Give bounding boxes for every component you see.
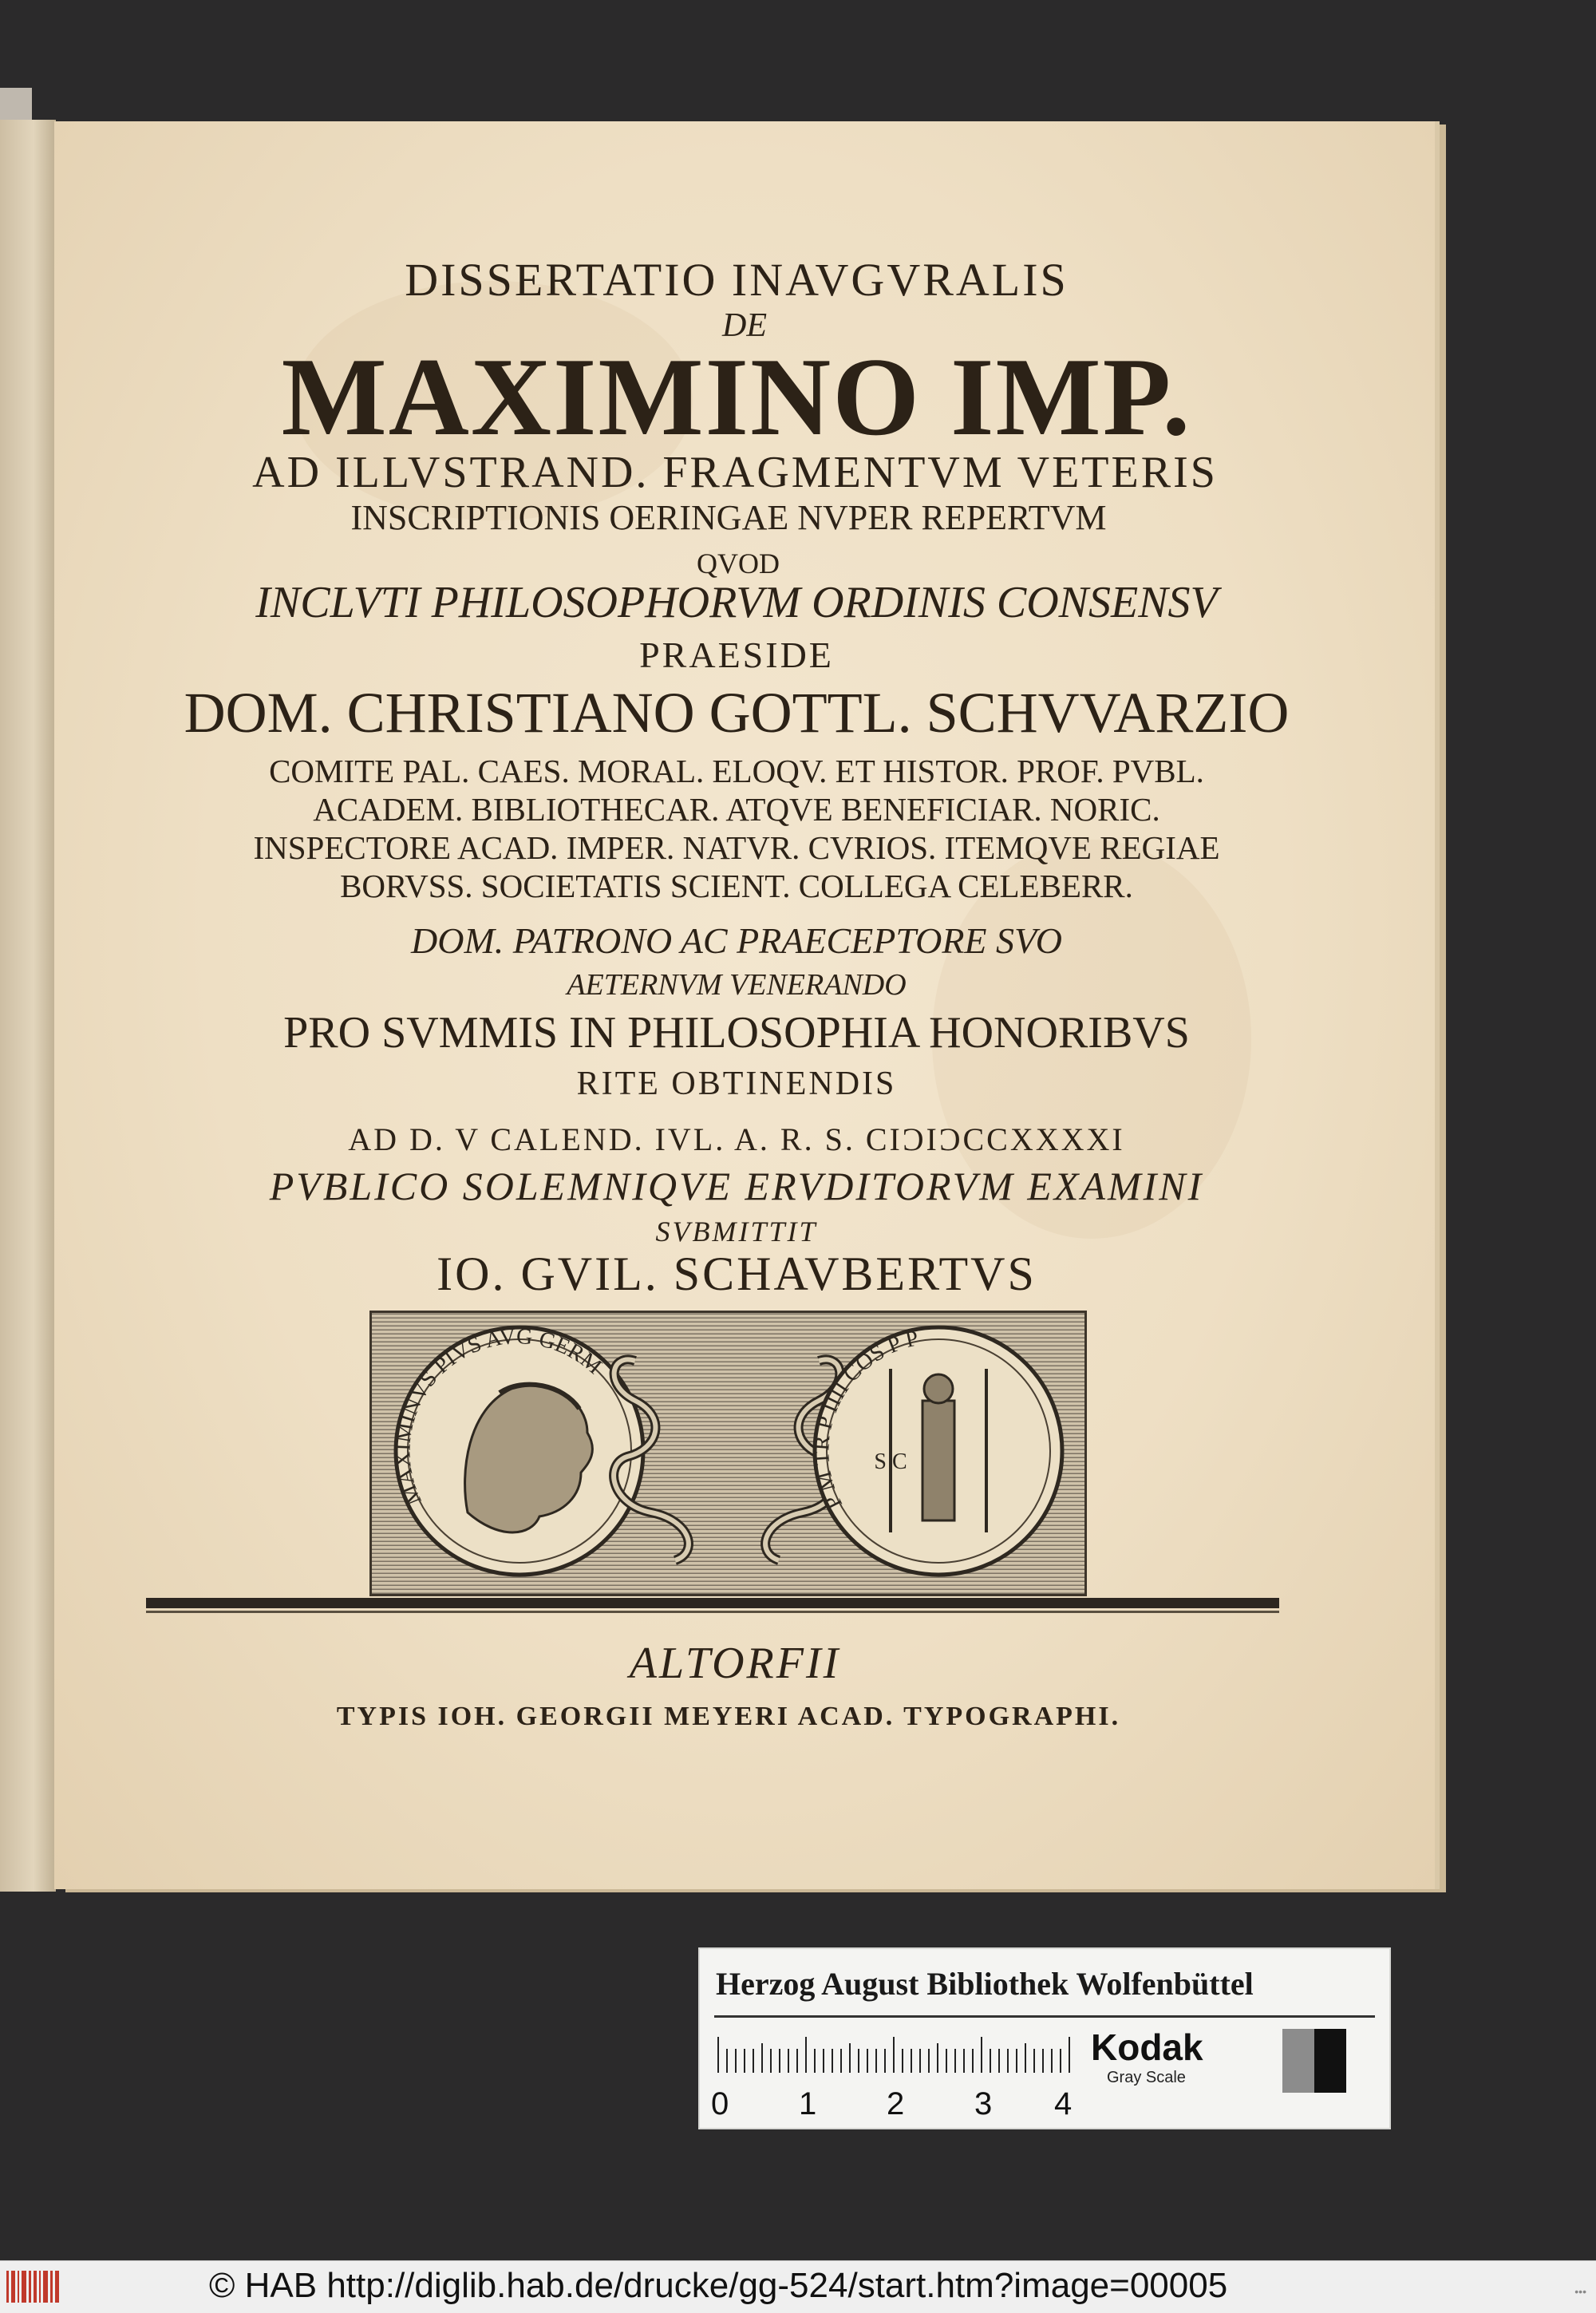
purpose-line-2: RITE OBTINENDIS <box>576 1066 897 1102</box>
hab-logo-icon <box>3 2266 65 2307</box>
title-line-inscriptionis: INSCRIPTIONIS OERINGAE NVPER REPERTVM <box>350 498 1107 537</box>
praeses-title-4: BORVSS. SOCIETATIS SCIENT. COLLEGA CELEBERR. <box>340 868 1133 904</box>
ruler-mark: 2 <box>887 2086 905 2121</box>
reverse-legend: P M TR P IIII COS P P <box>809 1326 921 1513</box>
author-name: IO. GVIL. SCHAVBERTVS <box>437 1247 1037 1300</box>
reverse-field-sc: S C <box>874 1449 907 1474</box>
kodak-logo: Kodak <box>1091 2026 1203 2068</box>
gray-scale-caption: Gray Scale <box>1107 2069 1186 2086</box>
date-line: AD D. V CALEND. IVL. A. R. S. CIƆIƆCCXXXXI <box>348 1121 1125 1157</box>
double-rule-thick <box>146 1598 1279 1608</box>
dedication-line-2: AETERNVM VENERANDO <box>567 968 907 1002</box>
swatch-black <box>1314 2029 1346 2093</box>
swatch-white <box>1250 2029 1282 2093</box>
hab-color-scale-label <box>700 1949 1389 2128</box>
imprint-printer: TYPIS IOH. GEORGII MEYERI ACAD. TYPOGRAPHI. <box>336 1702 1121 1731</box>
title-line-dissertatio: DISSERTATIO INAVGVRALIS <box>405 254 1069 306</box>
title-line-maximino: MAXIMINO IMP. <box>281 335 1192 459</box>
examination-line: PVBLICO SOLEMNIQVE ERVDITORVM EXAMINI <box>269 1164 1204 1208</box>
praeses-title-1: COMITE PAL. CAES. MORAL. ELOQV. ET HISTOR. PROF. PVBL. <box>269 753 1204 789</box>
title-line-de: DE <box>722 307 767 344</box>
praeses-title-2: ACADEM. BIBLIOTHECAR. ATQVE BENEFICIAR. NORIC. <box>313 791 1160 828</box>
title-line-praeside: PRAESIDE <box>639 635 834 675</box>
ruler-mark: 1 <box>799 2086 817 2121</box>
obverse-legend: MAXIMINVS PIVS AVG GERM <box>390 1324 607 1509</box>
swatch-gray <box>1282 2029 1314 2093</box>
title-page <box>54 121 1435 1889</box>
submittit-line: SVBMITTIT <box>655 1216 818 1247</box>
title-line-quod: QVOD <box>697 548 780 579</box>
ruler-mark: 0 <box>711 2086 729 2121</box>
emperor-standing-figure <box>922 1401 954 1520</box>
footer-bar <box>0 2260 1596 2313</box>
title-line-incluti: INCLVTI PHILOSOPHORVM ORDINIS CONSENSV <box>255 578 1218 627</box>
coin-engraving <box>369 1311 1087 1596</box>
double-rule-thin <box>146 1611 1279 1613</box>
dedication-line-1: DOM. PATRONO AC PRAECEPTORE SVO <box>411 920 1062 961</box>
library-name: Herzog August Bibliothek Wolfenbüttel <box>716 1966 1254 2002</box>
more-dots-icon: ••• <box>1574 2285 1586 2298</box>
gray-swatches <box>1250 2029 1346 2093</box>
purpose-line-1: PRO SVMMIS IN PHILOSOPHIA HONORIBVS <box>283 1008 1190 1058</box>
praeses-name: DOM. CHRISTIANO GOTTL. SCHVVARZIO <box>184 681 1290 745</box>
praeses-title-3: INSPECTORE ACAD. IMPER. NATVR. CVRIOS. ITEMQVE REGIAE <box>253 829 1220 866</box>
ruler-mark: 3 <box>974 2086 993 2121</box>
ruler-mark: 4 <box>1054 2086 1073 2121</box>
title-line-illustrand: AD ILLVSTRAND. FRAGMENTVM VETERIS <box>252 448 1218 497</box>
ruler-scale <box>714 2029 1073 2077</box>
label-divider <box>714 2015 1375 2018</box>
copyright-url[interactable]: © HAB http://diglib.hab.de/drucke/gg-524/start.htm?image=00005 <box>209 2266 1228 2305</box>
imprint-place: ALTORFII <box>629 1639 841 1688</box>
